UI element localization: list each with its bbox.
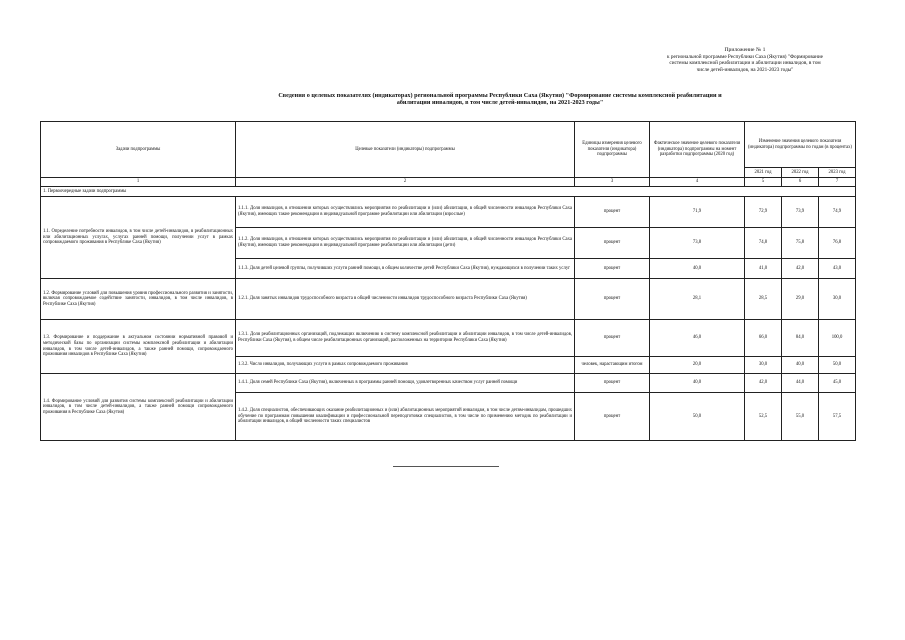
column-number: 4 [650,178,745,187]
column-number: 1 [41,178,236,187]
column-number: 5 [745,178,782,187]
indicator-unit: процент [575,374,650,393]
header-year-2021: 2021 год [745,168,782,178]
task-cell: 1.1. Определение потребности инвалидов, в том числе детей-инвалидов, в реабилитационных или абилитационных услугах, услугах ранней помощи, получении услуг в рамках сопровождаемого проживания в Республике Саха (Якутия) [41,197,236,279]
header-unit: Единицы измерения целевого показателя (индикатора) подпрограммы [575,122,650,178]
indicator-2022: 75,8 [782,228,819,259]
indicator-2022: 73,9 [782,197,819,228]
header-year-2022: 2022 год [782,168,819,178]
indicator-actual: 50,0 [650,393,745,441]
indicator-2023: 57,5 [819,393,856,441]
indicator-2021: 30,0 [745,357,782,374]
appendix-line: числе детей-инвалидов, на 2021-2023 годы" [696,66,794,73]
column-number: 2 [236,178,575,187]
indicator-unit: процент [575,259,650,279]
indicator-2023: 43,0 [819,259,856,279]
indicator-text: 1.2.1. Доля занятых инвалидов трудоспособного возраста в общей численности инвалидов трудоспособного возраста Республики Саха (Якутия) [236,279,575,320]
header-task: Задачи подпрограммы [41,122,236,178]
document-title-line: Сведения о целевых показателях (индикаторах) региональной программы Республики Саха (Якутия) "Формирование системы комплексной реабилитации и [278,92,722,99]
indicator-2022: 40,0 [782,357,819,374]
indicator-text: 1.1.1. Доля инвалидов, в отношении которых осуществлялись мероприятия по реабилитации и (или) абилитации, в общей численности инвалидов Республики Саха (Якутия), имеющих такие рекомендации в индивидуальной программе реабилитации или абилитации (взрослые) [236,197,575,228]
indicator-2023: 45,0 [819,374,856,393]
indicator-unit: процент [575,228,650,259]
indicator-2021: 72,9 [745,197,782,228]
indicator-text: 1.3.2. Число инвалидов, получающих услуги в рамках сопровождаемого проживания [236,357,575,374]
indicator-actual: 46,0 [650,320,745,357]
task-cell: 1.4. Формирование условий для развития системы комплексной реабилитации и абилитации инвалидов, в том числе детей-инвалидов, а также ранней помощи сопровождаемого проживания в Республике Саха (Якутия) [41,374,236,441]
indicator-2021: 42,0 [745,374,782,393]
indicator-2021: 74,8 [745,228,782,259]
appendix-line: к региональной программе Республики Саха (Якутия) "Формирование [667,53,823,60]
indicator-2021: 41,0 [745,259,782,279]
header-year-2023: 2023 год [819,168,856,178]
footer-divider [393,466,499,467]
header-indicator: Целевые показатели (индикаторы) подпрограммы [236,122,575,178]
indicator-text: 1.1.2. Доля инвалидов, в отношении которых осуществлялись мероприятия по реабилитации и (или) абилитации, в общей численности инвалидов Республики Саха (Якутия), имеющих такие рекомендации в индивидуальной программе реабилитации или абилитации (дети) [236,228,575,259]
indicator-2022: 55,0 [782,393,819,441]
indicator-actual: 40,0 [650,374,745,393]
indicator-text: 1.3.1. Доля реабилитационных организаций, подлежащих включению в систему комплексной реабилитации и абилитации инвалидов, в том числе детей-инвалидов, Республики Саха (Якутия), в общем числе реабилитационных организаций, расположенных на территории Республики Саха (Якутия) [236,320,575,357]
document-title [230,92,770,107]
indicator-2023: 76,8 [819,228,856,259]
indicator-2021: 52,5 [745,393,782,441]
column-number: 7 [819,178,856,187]
section-heading: 1. Первоочередные задачи подпрограммы [41,187,856,197]
indicator-2022: 44,0 [782,374,819,393]
indicator-actual: 71,9 [650,197,745,228]
appendix-number: Приложение № 1 [724,47,766,53]
indicator-2023: 50,0 [819,357,856,374]
indicators-table [40,121,856,441]
indicator-2023: 30,0 [819,279,856,320]
indicator-actual: 20,0 [650,357,745,374]
indicator-unit: процент [575,279,650,320]
appendix-line: системы комплексной реабилитации и абилитации инвалидов, в том [669,60,821,67]
indicator-unit: процент [575,393,650,441]
column-number: 3 [575,178,650,187]
indicator-2023: 74,9 [819,197,856,228]
indicator-2022: 42,0 [782,259,819,279]
indicator-actual: 28,1 [650,279,745,320]
task-cell: 1.3. Формирование и поддержание в актуальном состоянии нормативной правовой и методической базы по организации системы комплексной реабилитации и абилитации инвалидов, в том числе детей-инвалидов, а также ранней помощи, сопровождаемого проживания инвалидов в Республике Саха (Якутия) [41,320,236,374]
indicator-actual: 73,8 [650,228,745,259]
indicator-text: 1.4.2. Доля специалистов, обеспечивающих оказание реабилитационных и (или) абилитационных мероприятий инвалидам, в том числе детям-инвалидам, прошедших обучение по программам повышения квалификации и профессиональной переподготовки специалистов, в том числе по применению методик по реабилитации и абилитации инвалидов, в общей численности таких специалистов [236,393,575,441]
indicator-2021: 66,0 [745,320,782,357]
document-title-line: абилитации инвалидов, в том числе детей-инвалидов, на 2021-2023 годы" [396,99,604,107]
column-number: 6 [782,178,819,187]
task-cell: 1.2. Формирование условий для повышения уровня профессионального развития и занятости, включая сопровождаемое содействие занятости, инвалидов, в том числе инвалидов, в Республике Саха (Якутия) [41,279,236,320]
header-change-by-year: Изменение значения целевого показателя (индикатора) подпрограммы по годам (в процентах) [745,122,856,168]
indicator-2023: 100,0 [819,320,856,357]
indicator-actual: 40,0 [650,259,745,279]
indicator-unit: процент [575,320,650,357]
indicator-2021: 28,5 [745,279,782,320]
indicator-2022: 84,0 [782,320,819,357]
indicator-2022: 29,0 [782,279,819,320]
indicator-text: 1.1.3. Доля детей целевой группы, получивших услуги ранней помощи, в общем количестве детей Республики Саха (Якутия), нуждающихся в получении таких услуг [236,259,575,279]
indicator-unit: процент [575,197,650,228]
header-actual-value: Фактическое значение целевого показателя (индикатора) подпрограммы на момент разработки подпрограммы (2020 год) [650,122,745,178]
indicator-text: 1.4.1. Доля семей Республики Саха (Якутия), включенных в программы ранней помощи, удовлетворенных качеством услуг ранней помощи [236,374,575,393]
appendix-note [635,47,855,73]
indicator-unit: человек, нарастающим итогом [575,357,650,374]
